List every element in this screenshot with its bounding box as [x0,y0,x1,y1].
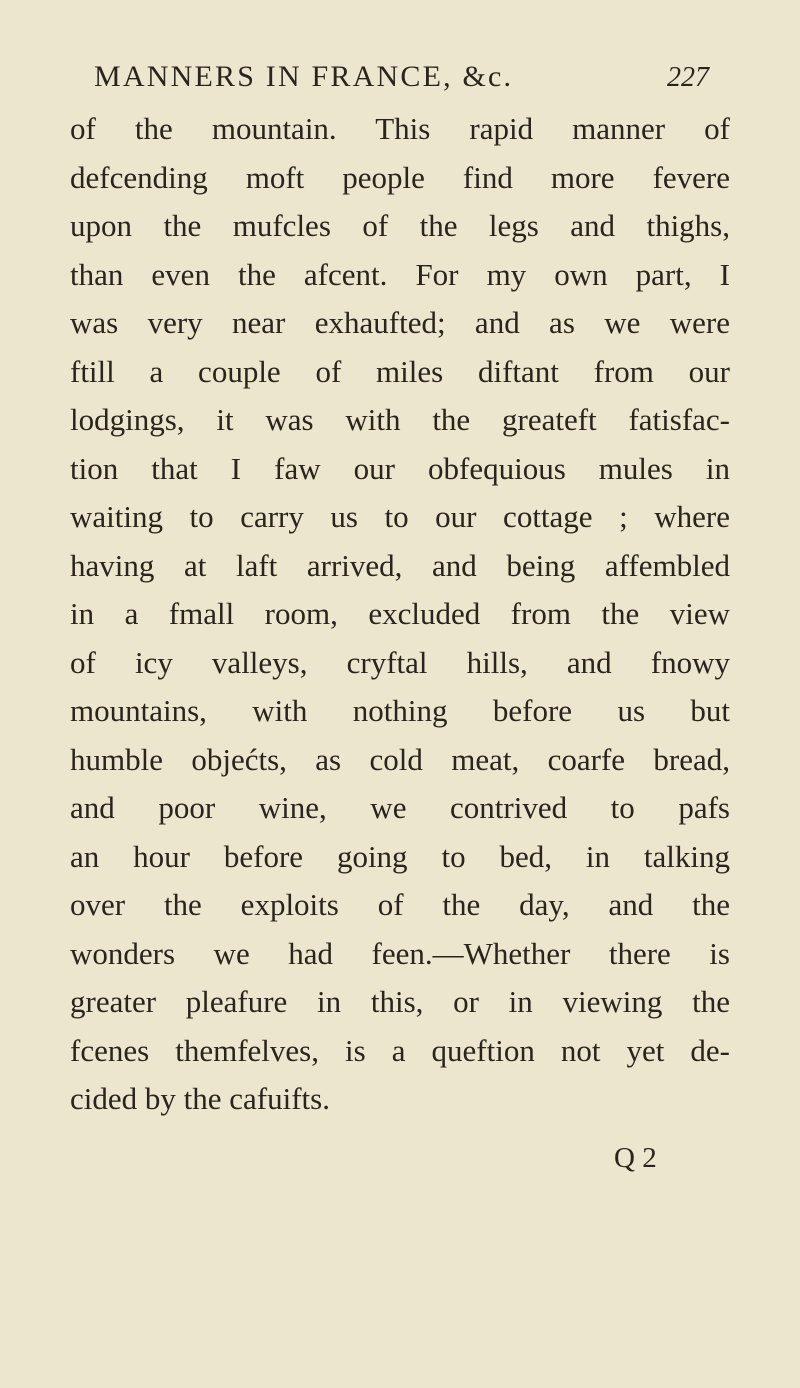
body-text [70,105,730,1124]
catchword: Q 2 [614,1142,657,1174]
text-line: was very near exhaufted; and as we were [70,305,730,340]
text-line: cided by the cafuifts. [70,1081,330,1116]
text-line: waiting to carry us to our cottage ; where [70,499,730,534]
text-line: and poor wine, we contrived to pafs [70,790,730,825]
text-line: having at laft arrived, and being affembled [70,547,730,583]
running-head [94,60,709,100]
text-line: mountains, with nothing before us but [70,693,730,728]
text-line: than even the afcent. For my own part, I [70,256,730,292]
page-number: 227 [667,62,709,93]
text-line: greater pleafure in this, or in viewing the [70,984,730,1019]
text-line: over the exploits of the day, and the [70,887,730,922]
text-line: lodgings, it was with the greateft fatisfac- [70,402,730,437]
running-title: MANNERS IN FRANCE, &c. [94,60,514,93]
text-line: an hour before going to bed, in talking [70,838,730,874]
text-line: ftill a couple of miles diftant from our [70,353,730,389]
text-line: of the mountain. This rapid manner of [70,111,730,146]
text-line: upon the mufcles of the legs and thighs, [70,208,730,243]
text-line: fcenes themfelves, is a queftion not yet de- [70,1032,730,1068]
text-line: of icy valleys, cryftal hills, and fnowy [70,644,730,680]
text-line: wonders we had feen.—Whether there is [70,935,730,971]
text-line: tion that I faw our obfequious mules in [70,450,730,486]
text-line: defcending moft people find more fevere [70,159,730,195]
text-line: in a fmall room, excluded from the view [70,596,730,631]
text-line: humble objećts, as cold meat, coarfe bread, [70,741,730,777]
